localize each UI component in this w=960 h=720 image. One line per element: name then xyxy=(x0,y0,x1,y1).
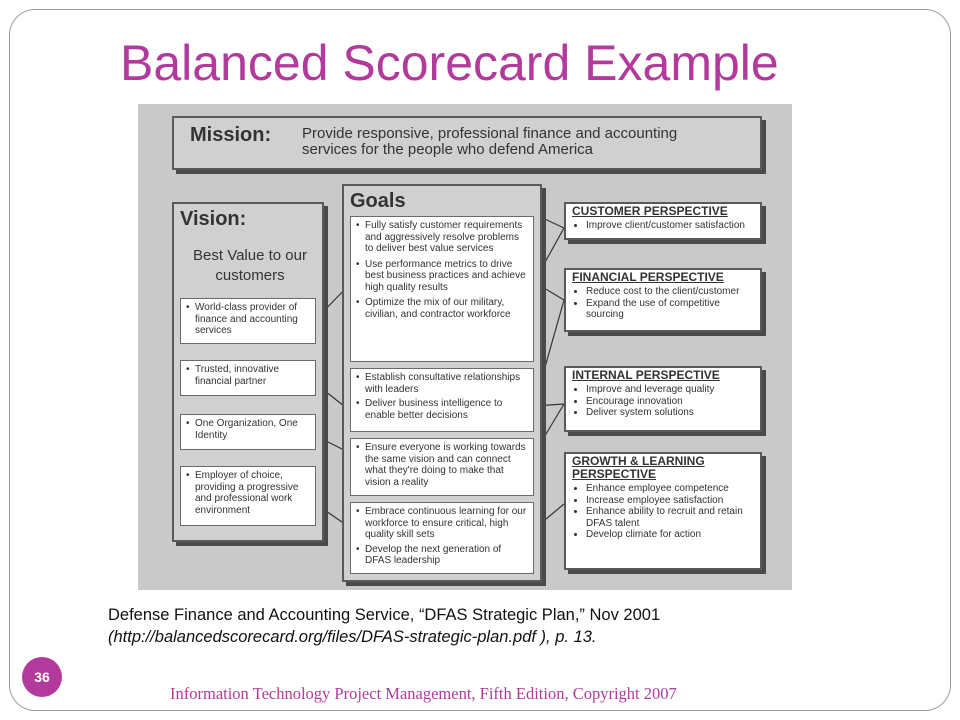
vision-label: Vision: xyxy=(180,208,247,230)
perspective-title: CUSTOMER PERSPECTIVE xyxy=(572,204,728,218)
mission-text-line1: Provide responsive, professional finance and accounting xyxy=(302,125,678,142)
mission-label: Mission: xyxy=(190,124,272,146)
perspective-financial xyxy=(564,268,762,332)
perspective-title: FINANCIAL PERSPECTIVE xyxy=(572,270,724,284)
perspective-item: • Expand the use of competitive sourcing xyxy=(586,298,754,321)
perspective-customer xyxy=(564,202,762,240)
perspective-item: • Develop climate for action xyxy=(586,529,754,541)
perspective-item: • Improve and leverage quality xyxy=(586,384,754,396)
slide-title: Balanced Scorecard Example xyxy=(120,35,779,91)
vision-subtitle xyxy=(180,246,320,286)
perspective-item: • Encourage innovation xyxy=(586,396,754,408)
mission-box xyxy=(172,116,762,170)
perspective-growth-learning xyxy=(564,452,762,570)
caption-line2: (http://balancedscorecard.org/files/DFAS-strategic-plan.pdf ), p. 13. xyxy=(108,628,597,646)
source-caption xyxy=(108,604,660,648)
perspective-item: • Increase employee satisfaction xyxy=(586,495,754,507)
perspective-item: • Reduce cost to the client/customer xyxy=(586,286,754,298)
perspective-title: INTERNAL PERSPECTIVE xyxy=(572,368,720,382)
perspective-item: • Enhance ability to recruit and retain DFAS talent xyxy=(586,506,754,529)
vision-box xyxy=(172,202,324,542)
balanced-scorecard-diagram xyxy=(138,104,792,590)
goals-group-vision: • Ensure everyone is working towards the same vision and can connect what they're doing to make that vision a reality xyxy=(350,438,534,496)
vision-subtitle-line1: Best Value to our xyxy=(193,247,307,264)
mission-text xyxy=(302,126,677,158)
vision-item: • Trusted, innovative financial partner xyxy=(180,360,316,396)
slide-number-badge: 36 xyxy=(22,657,62,697)
goals-group-customer: • Fully satisfy customer requirements and aggressively resolve problems to deliver best value services • Use performance metrics to drive best business practices and achieve high quality results • Optimize the mix of our military, civilian, and contractor workforce xyxy=(350,216,534,362)
vision-item: • Employer of choice, providing a progressive and professional work environment xyxy=(180,466,316,526)
goals-group-learning: • Embrace continuous learning for our workforce to ensure critical, high quality skill sets • Develop the next generation of DFAS leadership xyxy=(350,502,534,574)
perspective-item: • Deliver system solutions xyxy=(586,407,754,419)
mission-text-line2: services for the people who defend America xyxy=(302,141,593,158)
footer-copyright: Information Technology Project Management, Fifth Edition, Copyright 2007 xyxy=(170,684,677,703)
vision-subtitle-line2: customers xyxy=(215,267,285,284)
perspective-item: • Improve client/customer satisfaction xyxy=(586,220,754,232)
perspective-item: • Enhance employee competence xyxy=(586,483,754,495)
goals-group-internal: • Establish consultative relationships with leaders • Deliver business intelligence to enable better decisions xyxy=(350,368,534,432)
vision-item: • World-class provider of finance and accounting services xyxy=(180,298,316,344)
goals-box xyxy=(342,184,542,582)
goals-label: Goals xyxy=(350,190,406,212)
perspective-internal xyxy=(564,366,762,432)
vision-item: • One Organization, One Identity xyxy=(180,414,316,450)
caption-line1: Defense Finance and Accounting Service, “DFAS Strategic Plan,” Nov 2001 xyxy=(108,606,661,624)
perspective-title: GROWTH & LEARNING PERSPECTIVE xyxy=(572,454,705,481)
